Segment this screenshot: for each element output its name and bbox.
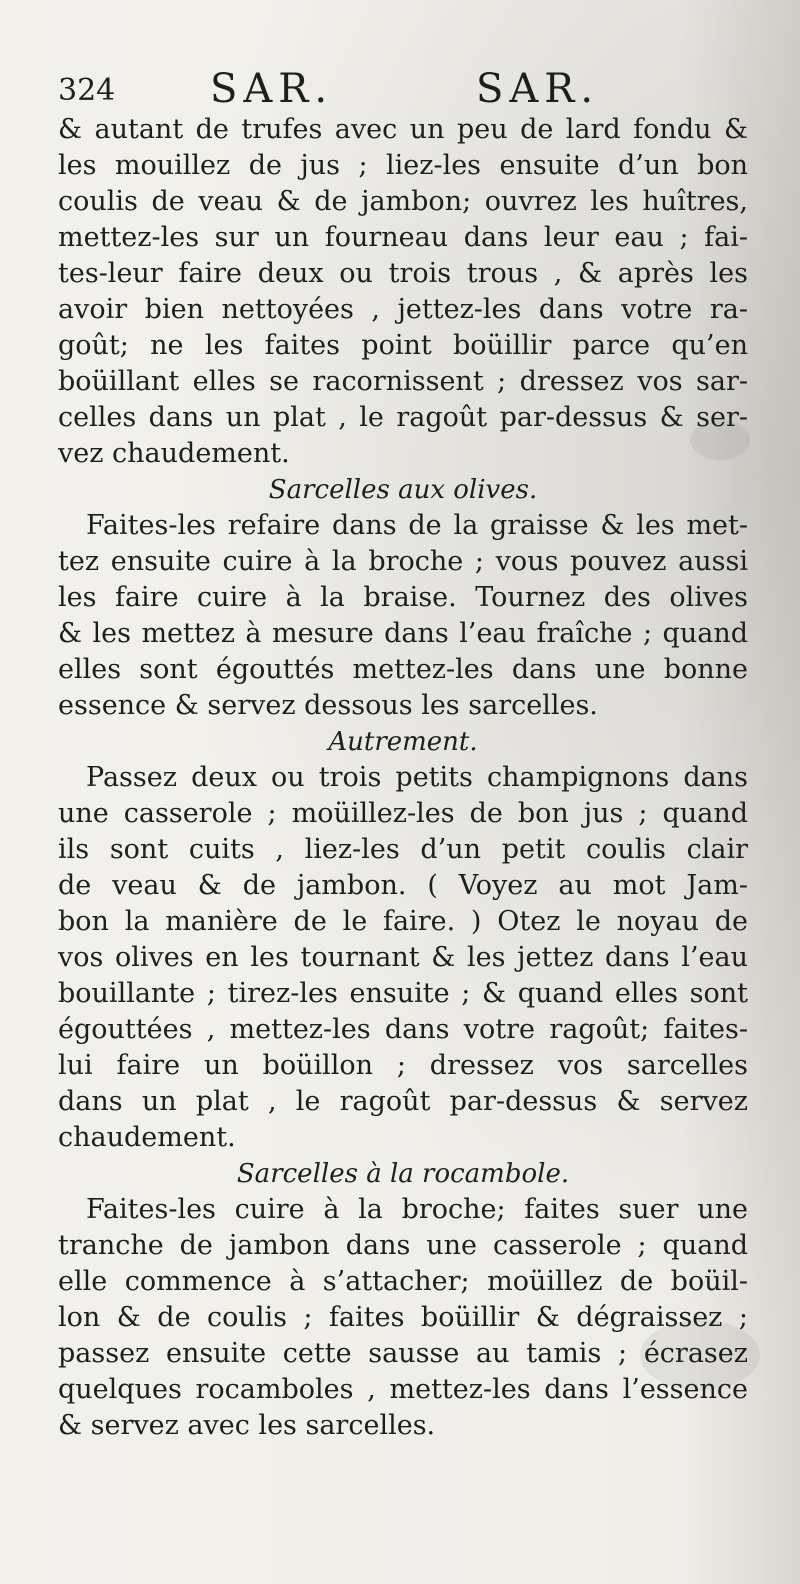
text-line: & autant de trufes avec un peu de lard fondu & — [58, 114, 748, 145]
text-line: essence & servez dessous les sarcelles. — [58, 690, 598, 721]
text-line: bouillante ; tirez-les ensuite ; & quand elles sont — [58, 978, 748, 1009]
text-line: chaudement. — [58, 1122, 236, 1153]
section-title: Sarcelles à la rocambole. — [236, 1159, 570, 1189]
text-line: goût; ne les faites point boüillir parce qu’en — [58, 330, 748, 361]
text-line: tez ensuite cuire à la broche ; vous pouvez aussi — [58, 546, 748, 577]
text-line: une casserole ; moüillez-les de bon jus ; quand — [58, 798, 748, 829]
body-text — [58, 112, 748, 1444]
text-line: quelques rocamboles , mettez-les dans l’essence — [58, 1374, 748, 1405]
running-head-right: SAR. — [476, 66, 600, 112]
text-line: tranche de jambon dans une casserole ; quand — [58, 1230, 748, 1261]
text-line: égouttées , mettez-les dans votre ragoût; faites- — [58, 1014, 748, 1045]
text-line: les faire cuire à la braise. Tournez des olives — [58, 582, 748, 613]
text-line: celles dans un plat , le ragoût par-dessus & ser- — [58, 402, 748, 433]
running-head-left: SAR. — [210, 66, 334, 112]
text-line: passez ensuite cette sausse au tamis ; écrasez — [58, 1338, 748, 1369]
text-line: dans un plat , le ragoût par-dessus & servez — [58, 1086, 748, 1117]
text-line: vos olives en les tournant & les jettez dans l’eau — [58, 942, 748, 973]
text-line: Passez deux ou trois petits champignons dans — [86, 762, 748, 793]
text-line: Faites-les refaire dans de la graisse & les met- — [86, 510, 748, 541]
text-line: mettez-les sur un fourneau dans leur eau ; fai- — [58, 222, 748, 253]
text-line: boüillant elles se racornissent ; dressez vos sar- — [58, 366, 748, 397]
text-line: les mouillez de jus ; liez-les ensuite d’un bon — [58, 150, 748, 181]
text-line: elles sont égouttés mettez-les dans une bonne — [58, 654, 748, 685]
text-line: tes-leur faire deux ou trois trous , & après les — [58, 258, 748, 289]
text-line: avoir bien nettoyées , jettez-les dans votre ra- — [58, 294, 748, 325]
section-title: Autrement. — [328, 727, 478, 757]
text-line: & servez avec les sarcelles. — [58, 1410, 436, 1441]
text-line: vez chaudement. — [58, 438, 290, 469]
text-line: elle commence à s’attacher; moüillez de boüil- — [58, 1266, 748, 1297]
text-line: de veau & de jambon. ( Voyez au mot Jam- — [58, 870, 748, 901]
text-line: bon la manière de le faire. ) Otez le noyau de — [58, 906, 748, 937]
text-line: lon & de coulis ; faites boüillir & dégraissez ; — [58, 1302, 748, 1333]
text-line: & les mettez à mesure dans l’eau fraîche ; quand — [58, 618, 748, 649]
text-line: coulis de veau & de jambon; ouvrez les huîtres, — [58, 186, 748, 217]
section-title: Sarcelles aux olives. — [268, 475, 538, 505]
text-line: lui faire un boüillon ; dressez vos sarcelles — [58, 1050, 748, 1081]
page-header — [58, 66, 598, 112]
text-line: ils sont cuits , liez-les d’un petit coulis clair — [58, 834, 748, 865]
page-number: 324 — [58, 73, 116, 108]
text-line: Faites-les cuire à la broche; faites suer une — [86, 1194, 748, 1225]
